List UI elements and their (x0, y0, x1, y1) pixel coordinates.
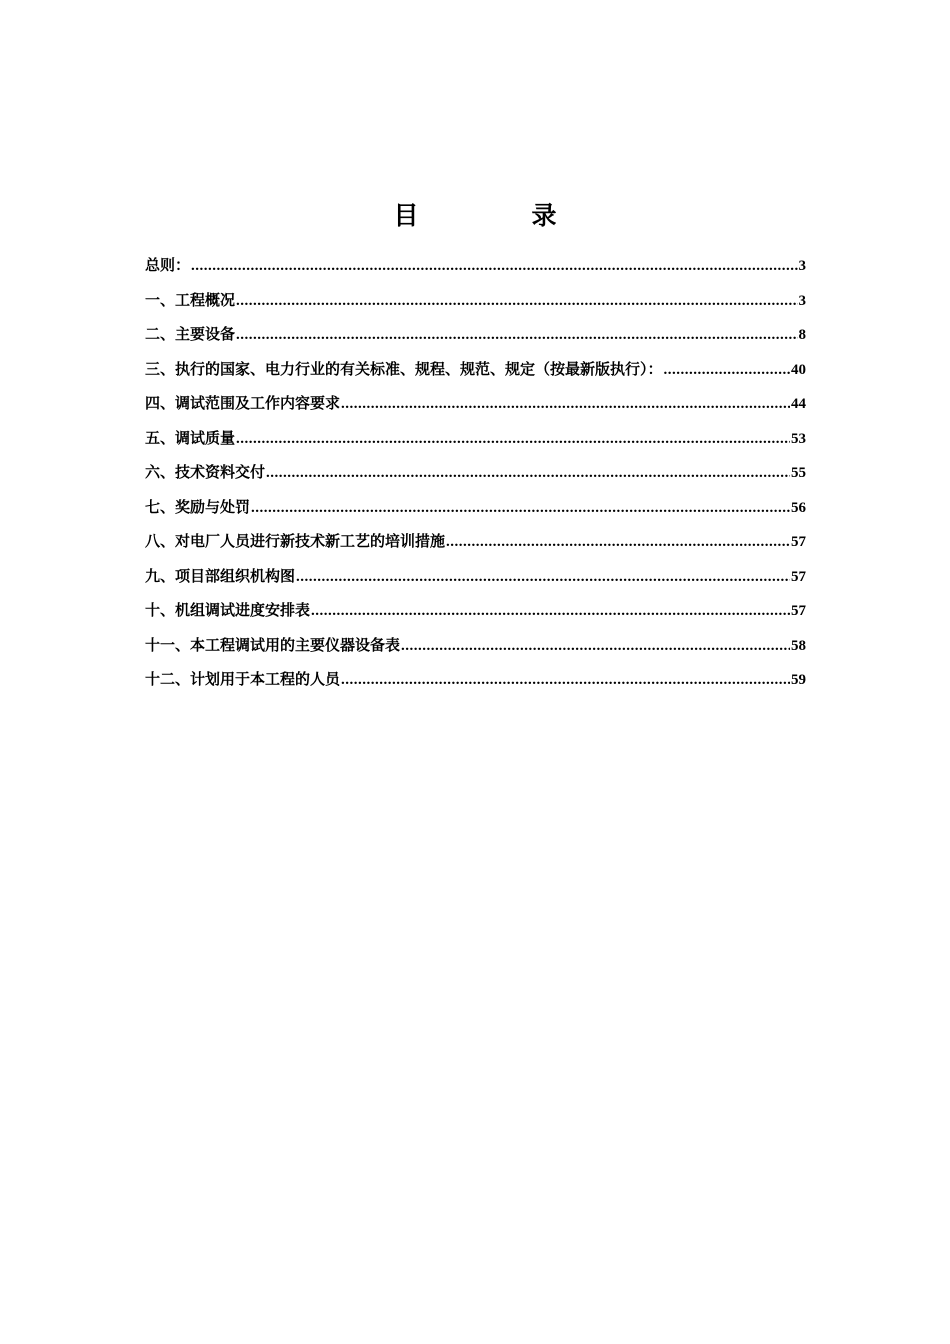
toc-entry[interactable] (145, 564, 806, 599)
toc-entry-page: 53 (791, 430, 806, 447)
toc-entry-label: 十、机组调试进度安排表 (145, 601, 311, 619)
toc-entry-label: 二、主要设备 (145, 325, 236, 343)
toc-entry[interactable] (145, 391, 806, 426)
toc-entry-page: 58 (791, 637, 806, 654)
toc-dot-leader (401, 634, 790, 658)
toc-dot-leader (311, 599, 790, 623)
toc-entry-page: 3 (798, 292, 806, 309)
toc-entry-label: 十二、计划用于本工程的人员 (145, 670, 341, 688)
toc-entry-page: 59 (791, 672, 806, 688)
toc-dot-leader (296, 565, 790, 589)
toc-entry-page: 40 (791, 361, 806, 378)
toc-entry-label: 总则： (145, 256, 191, 274)
toc-entry-page: 56 (791, 499, 806, 516)
toc-entry[interactable] (145, 322, 806, 357)
toc-list (145, 253, 806, 702)
toc-entry[interactable] (145, 667, 806, 702)
toc-dot-leader (236, 289, 797, 313)
toc-entry-label: 一、工程概况 (145, 290, 236, 309)
toc-entry-page: 8 (798, 327, 806, 343)
toc-entry-label: 九、项目部组织机构图 (145, 566, 296, 585)
toc-dot-leader (236, 427, 790, 451)
toc-dot-leader (446, 530, 790, 554)
toc-entry[interactable] (145, 253, 806, 288)
toc-entry[interactable] (145, 633, 806, 668)
toc-entry-label: 六、技术资料交付 (145, 463, 266, 481)
toc-dot-leader (236, 323, 797, 347)
toc-entry-label: 八、对电厂人员进行新技术新工艺的培训措施 (145, 532, 446, 550)
toc-entry-page: 57 (791, 568, 806, 585)
toc-dot-leader (341, 392, 790, 416)
toc-entry-page: 3 (798, 258, 806, 274)
toc-dot-leader (341, 668, 790, 692)
toc-entry-label: 七、奖励与处罚 (145, 497, 251, 516)
toc-dot-leader (664, 358, 790, 382)
toc-entry-page: 55 (791, 465, 806, 481)
toc-entry[interactable] (145, 426, 806, 461)
toc-entry-page: 57 (791, 534, 806, 550)
toc-entry[interactable] (145, 460, 806, 495)
toc-entry-page: 57 (791, 603, 806, 619)
toc-entry[interactable] (145, 598, 806, 633)
toc-entry[interactable] (145, 495, 806, 530)
toc-entry[interactable] (145, 357, 806, 392)
toc-dot-leader (266, 461, 790, 485)
toc-title: 目 录 (393, 201, 601, 230)
toc-entry-page: 44 (791, 396, 806, 412)
toc-dot-leader (251, 496, 790, 520)
toc-entry-label: 四、调试范围及工作内容要求 (145, 394, 341, 412)
toc-entry-label: 十一、本工程调试用的主要仪器设备表 (145, 635, 401, 654)
toc-entry-label: 三、执行的国家、电力行业的有关标准、规程、规范、规定（按最新版执行）： (145, 359, 663, 378)
toc-entry[interactable] (145, 529, 806, 564)
toc-dot-leader (191, 254, 797, 278)
toc-entry-label: 五、调试质量 (145, 428, 236, 447)
toc-entry[interactable] (145, 288, 806, 323)
